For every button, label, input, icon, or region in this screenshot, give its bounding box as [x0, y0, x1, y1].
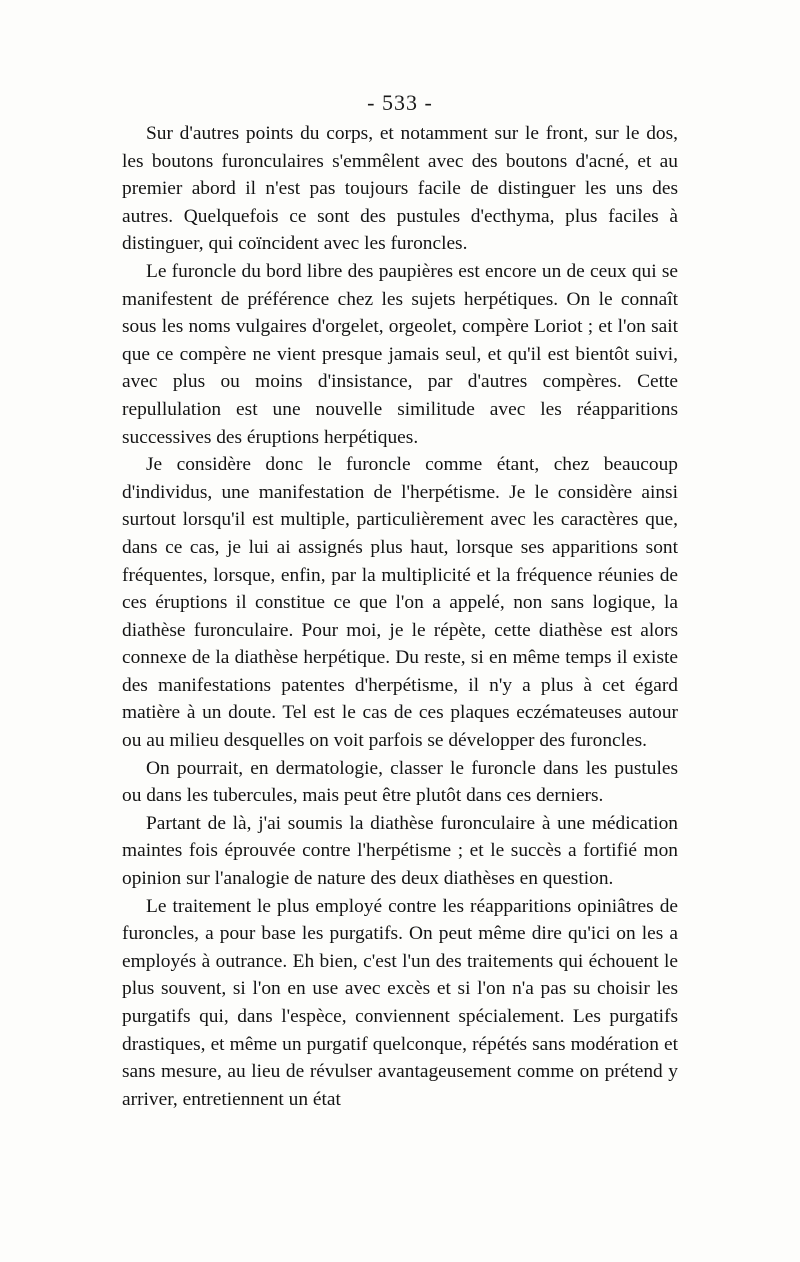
paragraph-4: On pourrait, en dermatologie, classer le furoncle dans les pustules ou dans les tubercules, mais peut être plutôt dans ces derniers.: [122, 757, 678, 807]
paragraph-1: Sur d'autres points du corps, et notamment sur le front, sur le dos, les boutons furonculaires s'emmêlent avec des boutons d'acné, et au premier abord il n'est pas toujours facile de distinguer les uns des autres. Quelquefois ce sont des pustules d'ecthyma, plus faciles à distinguer, qui coïncident avec les furoncles.: [122, 123, 678, 255]
paragraph-3: Je considère donc le furoncle comme étant, chez beaucoup d'individus, une manifestation de l'herpétisme. Je le considère ainsi surtout lorsqu'il est multiple, particulièrement avec les caractères que, dans ce cas, je lui ai assignés plus haut, lorsque ses apparitions sont fréquentes, lorsque, enfin, par la multiplicité et la fréquence réunies de ces éruptions il constitue ce que l'on a appelé, non sans logique, la diathèse furonculaire. Pour moi, je le répète, cette diathèse est alors connexe de la diathèse herpétique. Du reste, si en même temps il existe des manifestations patentes d'herpétisme, il n'y a plus à cet égard matière à un doute. Tel est le cas de ces plaques eczémateuses autour ou au milieu desquelles on voit parfois se développer des furoncles.: [122, 454, 678, 752]
body-text: [122, 120, 678, 1113]
paragraph-6: Le traitement le plus employé contre les réapparitions opiniâtres de furoncles, a pour base les purgatifs. On peut même dire qu'ici on les a employés à outrance. Eh bien, c'est l'un des traitements qui échouent le plus souvent, si l'on en use avec excès et si l'on n'a pas su choisir les purgatifs qui, dans l'espèce, conviennent spécialement. Les purgatifs drastiques, et même un purgatif quelconque, répétés sans modération et sans mesure, au lieu de révulser avantageusement comme on prétend y arriver, entretiennent un état: [122, 895, 678, 1110]
paragraph-5: Partant de là, j'ai soumis la diathèse furonculaire à une médication maintes fois éprouvée contre l'herpétisme ; et le succès a fortifié mon opinion sur l'analogie de nature des deux diathèses en question.: [122, 812, 678, 890]
page-number: - 533 -: [367, 90, 433, 115]
paragraph-2: Le furoncle du bord libre des paupières est encore un de ceux qui se manifestent de préférence chez les sujets herpétiques. On le connaît sous les noms vulgaires d'orgelet, orgeolet, compère Loriot ; et l'on sait que ce compère ne vient presque jamais seul, et qu'il est bientôt suivi, avec plus ou moins d'insistance, par d'autres compères. Cette repullulation est une nouvelle similitude avec les réapparitions successives des éruptions herpétiques.: [122, 260, 678, 448]
